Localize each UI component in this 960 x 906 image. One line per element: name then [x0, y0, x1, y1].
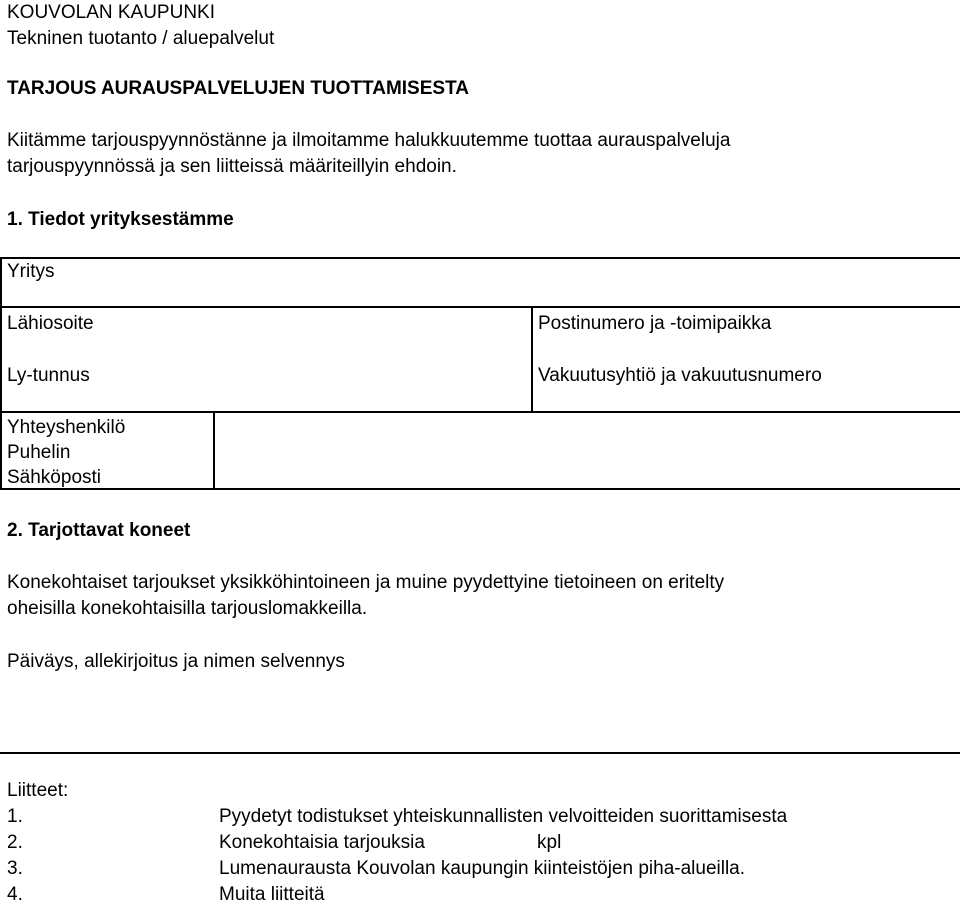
attachment-number: 2.	[7, 832, 23, 853]
attachment-text: Lumenaurausta Kouvolan kaupungin kiinteistöjen piha-alueilla.	[219, 858, 746, 879]
attachment-number: 4.	[7, 884, 23, 905]
field-label-insurance: Vakuutusyhtiö ja vakuutusnumero	[538, 365, 822, 386]
form-column-divider	[531, 306, 533, 412]
attachment-count-unit: kpl	[537, 832, 562, 853]
form-top-border	[0, 257, 960, 259]
signature-line	[0, 752, 960, 754]
attachments-label: Liitteet:	[7, 780, 69, 801]
organization-name: KOUVOLAN KAUPUNKI	[7, 2, 215, 23]
department-name: Tekninen tuotanto / aluepalvelut	[7, 28, 275, 49]
field-label-email: Sähköposti	[7, 467, 102, 488]
field-label-company: Yritys	[7, 261, 55, 282]
attachment-number: 1.	[7, 806, 23, 827]
document-title: TARJOUS AURAUSPALVELUJEN TUOTTAMISESTA	[7, 78, 469, 99]
attachment-text: Muita liitteitä	[219, 884, 325, 905]
attachment-number: 3.	[7, 858, 23, 879]
form-row-divider-1	[0, 306, 960, 308]
form-bottom-border	[0, 488, 960, 490]
intro-line-1: Kiitämme tarjouspyynnöstänne ja ilmoitamme halukkuutemme tuottaa aurauspalveluja	[7, 130, 731, 151]
contact-column-divider	[213, 411, 215, 489]
field-label-street-address: Lähiosoite	[7, 313, 94, 334]
attachment-text: Konekohtaisia tarjouksia	[219, 832, 425, 853]
section2-heading: 2. Tarjottavat koneet	[7, 520, 191, 541]
attachment-text: Pyydetyt todistukset yhteiskunnallisten velvoitteiden suorittamisesta	[219, 806, 788, 827]
section1-heading: 1. Tiedot yrityksestämme	[7, 209, 234, 230]
signature-label: Päiväys, allekirjoitus ja nimen selvennys	[7, 651, 345, 672]
section2-text-line-1: Konekohtaiset tarjoukset yksikköhintoineen ja muine pyydettyine tietoineen on eritelty	[7, 572, 725, 593]
field-label-contact-person: Yhteyshenkilö	[7, 417, 126, 438]
form-row-divider-2	[0, 411, 960, 413]
field-label-phone: Puhelin	[7, 442, 71, 463]
field-label-business-id: Ly-tunnus	[7, 365, 90, 386]
form-left-border	[0, 257, 2, 489]
section2-text-line-2: oheisilla konekohtaisilla tarjouslomakkeilla.	[7, 598, 368, 619]
intro-line-2: tarjouspyynnössä ja sen liitteissä määriteillyin ehdoin.	[7, 156, 457, 177]
field-label-postal: Postinumero ja -toimipaikka	[538, 313, 772, 334]
